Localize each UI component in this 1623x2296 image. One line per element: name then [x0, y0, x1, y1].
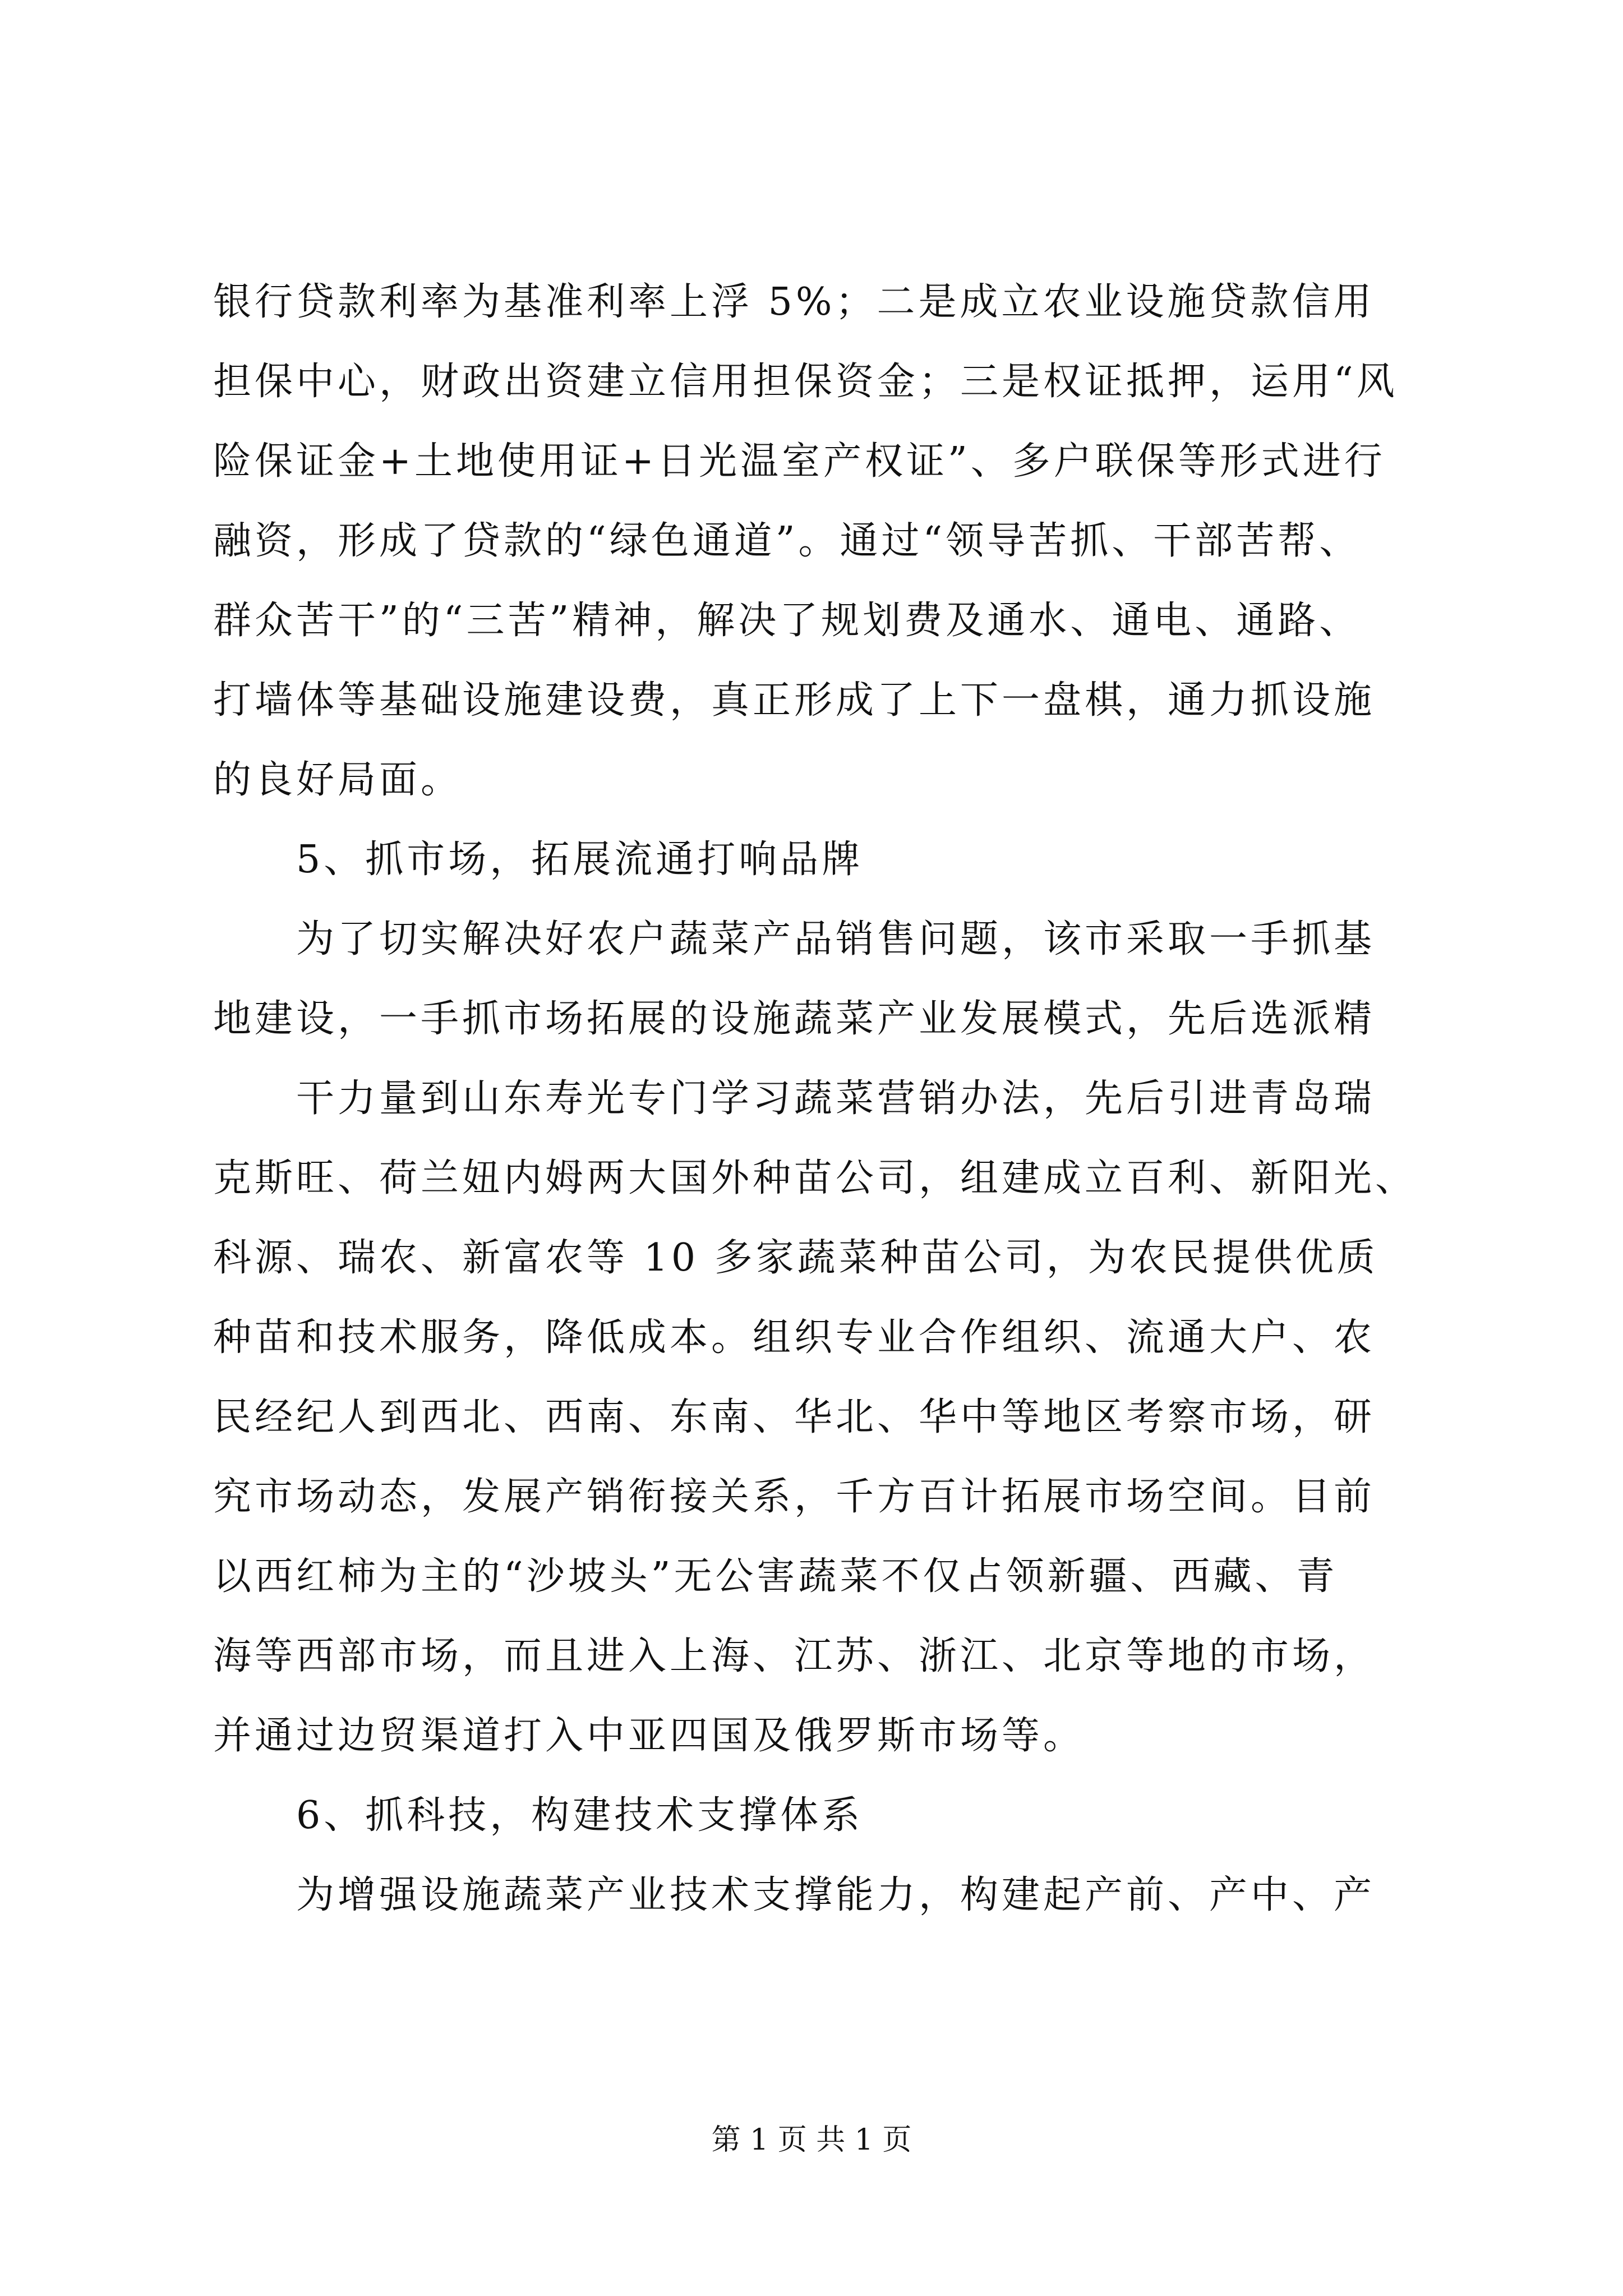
text-line: 干力量到山东寿光专门学习蔬菜营销办法，先后引进青岛瑞 — [296, 1076, 1376, 1121]
text-line: 科源、瑞农、新富农等 10 多家蔬菜种苗公司，为农民提供优质 — [213, 1236, 1378, 1280]
text-line: 担保中心，财政出资建立信用担保资金；三是权证抵押，运用“风 — [213, 360, 1398, 404]
text-line: 银行贷款利率为基准利率上浮 5%；二是成立农业设施贷款信用 — [213, 280, 1375, 324]
text-line: 险保证金+土地使用证+日光温室产权证”、多户联保等形式进行 — [213, 439, 1386, 484]
text-line: 克斯旺、荷兰妞内姆两大国外种苗公司，组建成立百利、新阳光、 — [213, 1156, 1417, 1200]
text-line: 的良好局面。 — [213, 758, 463, 802]
section-heading: 6、抓科技，构建技术支撑体系 — [296, 1793, 864, 1838]
text-line: 以西红柿为主的“沙坡头”无公害蔬菜不仅占领新疆、西藏、青 — [213, 1554, 1338, 1599]
text-line: 融资，形成了贷款的“绿色通道”。通过“领导苦抓、干部苦帮、 — [213, 519, 1361, 563]
text-line: 为了切实解决好农户蔬菜产品销售问题，该市采取一手抓基 — [296, 917, 1376, 961]
section-heading: 5、抓市场，拓展流通打响品牌 — [296, 838, 864, 882]
text-line: 种苗和技术服务，降低成本。组织专业合作组织、流通大户、农 — [213, 1315, 1376, 1360]
document-body — [213, 263, 1436, 1935]
text-line: 海等西部市场，而且进入上海、江苏、浙江、北京等地的市场， — [213, 1634, 1376, 1678]
text-line: 为增强设施蔬菜产业技术支撑能力，构建起产前、产中、产 — [296, 1873, 1376, 1917]
text-line: 民经纪人到西北、西南、东南、华北、华中等地区考察市场，研 — [213, 1395, 1376, 1439]
text-line: 究市场动态，发展产销衔接关系，千方百计拓展市场空间。目前 — [213, 1475, 1376, 1519]
text-line: 并通过边贸渠道打入中亚四国及俄罗斯市场等。 — [213, 1714, 1085, 1758]
text-line: 地建设，一手抓市场拓展的设施蔬菜产业发展模式，先后选派精 — [213, 997, 1376, 1041]
page-footer: 第 1 页 共 1 页 — [711, 2123, 912, 2157]
text-line: 群众苦干”的“三苦”精神，解决了规划费及通水、通电、通路、 — [213, 599, 1361, 643]
text-line: 打墙体等基础设施建设费，真正形成了上下一盘棋，通力抓设施 — [213, 678, 1376, 723]
